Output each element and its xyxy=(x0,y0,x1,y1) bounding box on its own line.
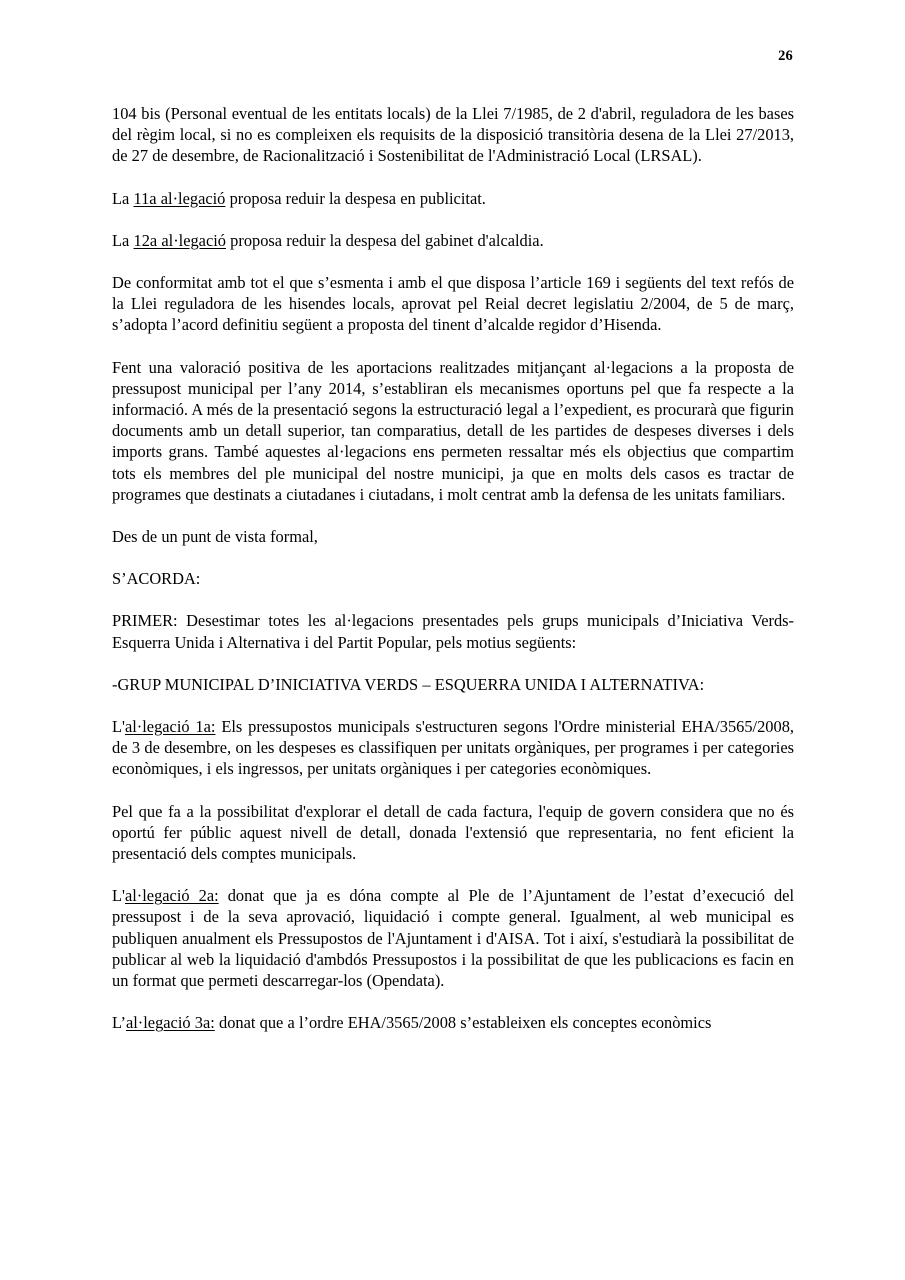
underlined-text: al·legació 3a: xyxy=(125,1013,215,1033)
text-run: Fent una valoració positiva de les aportacions realitzades mitjançant al·legacions a la proposta de pressupost municipal per l’any 2014, s’establiran els mecanismes oportuns pel que fa respecte a la informació. A més de la presentació segons la estructuració legal a l’expedient, es procurarà que figurin documents amb un detall superior, tan comparatius, detall de les partides de despeses diverses i dels imports grans. També aquestes al·legacions ens permeten ressaltar més els objectius que compartim tots els membres del ple municipal del nostre municipi, ja que en molts dels casos es tractar de programes que destinats a ciutadanes i ciutadans, i molt centrat amb la defensa de les unitats familiars. xyxy=(112,357,794,504)
text-run: donat que ja es dóna compte al Ple de l’Ajuntament de l’estat d’execució del pressupost i de la seva aprovació, liquidació i compte general. Igualment, al web municipal es publiquen anualment els Pressupostos de l'Ajuntament i d'AISA. Tot i així, s'estudiarà la possibilitat de publicar al web la liquidació d'ambdós Pressupostos i la possibilitat de que les publicacions es facin en un format que permeti descarregar-los (Opendata). xyxy=(112,886,794,991)
paragraph xyxy=(112,272,794,336)
paragraph xyxy=(112,610,794,652)
text-run: La xyxy=(112,230,134,250)
document-body xyxy=(112,103,794,1034)
text-run: 104 bis (Personal eventual de les entitats locals) de la Llei 7/1985, de 2 d'abril, reguladora de les bases del règim local, si no es compleixen els requisits de la disposició transitòria desena de la Llei 27/2013, de 27 de desembre, de Racionalització i Sostenibilitat de l'Administració Local (LRSAL). xyxy=(112,104,794,166)
text-run: -GRUP MUNICIPAL D’INICIATIVA VERDS – ESQUERRA UNIDA I ALTERNATIVA: xyxy=(112,674,705,694)
paragraph xyxy=(112,230,794,251)
paragraph xyxy=(112,801,794,865)
text-run: Els pressupostos municipals s'estructuren segons l'Ordre ministerial EHA/3565/2008, de 3 de desembre, on les despeses es classifiquen per unitats orgàniques, per programes i per categories econòmiques, i els ingressos, per unitats orgàniques i per categories econòmiques. xyxy=(112,717,794,779)
paragraph xyxy=(112,1012,794,1033)
text-run: Des de un punt de vista formal, xyxy=(112,527,318,547)
text-run: L’ xyxy=(112,1013,126,1033)
paragraph xyxy=(112,716,794,780)
text-run: PRIMER: Desestimar totes les al·legacions presentades pels grups municipals d’Iniciativa Verds- Esquerra Unida i Alternativa i del Partit Popular, pels motius següents: xyxy=(112,611,794,652)
paragraph xyxy=(112,885,794,991)
text-run: proposa reduir la despesa del gabinet d'alcaldia. xyxy=(225,230,544,250)
paragraph xyxy=(112,674,794,695)
text-run: L' xyxy=(112,717,125,737)
text-run: La xyxy=(112,188,134,208)
text-run: L' xyxy=(112,886,125,906)
text-run: Pel que fa a la possibilitat d'explorar el detall de cada factura, l'equip de govern considera que no és oportú fer públic aquest nivell de detall, donada l'extensió que representaria, no fent eficient la presentació dels comptes municipals. xyxy=(112,801,794,864)
underlined-text: al·legació 1a: xyxy=(124,717,216,737)
text-run: proposa reduir la despesa en publicitat. xyxy=(225,188,486,208)
paragraph xyxy=(112,357,794,505)
underlined-text: 12a al·legació xyxy=(133,230,226,250)
paragraph xyxy=(112,188,794,209)
text-run: S’ACORDA: xyxy=(112,569,201,589)
underlined-text: al·legació 2a: xyxy=(124,886,219,906)
text-run: donat que a l’ordre EHA/3565/2008 s’estableixen els conceptes econòmics xyxy=(214,1013,712,1033)
page-number: 26 xyxy=(778,48,793,64)
text-run: De conformitat amb tot el que s’esmenta i amb el que disposa l’article 169 i següents del text refós de la Llei reguladora de les hisendes locals, aprovat pel Reial decret legislatiu 2/2004, de 5 de març, s’adopta l’acord definitiu següent a proposta del tinent d’alcalde regidor d’Hisenda. xyxy=(112,273,794,335)
underlined-text: 11a al·legació xyxy=(133,188,226,208)
paragraph xyxy=(112,526,794,547)
paragraph xyxy=(112,103,794,167)
paragraph xyxy=(112,568,794,589)
